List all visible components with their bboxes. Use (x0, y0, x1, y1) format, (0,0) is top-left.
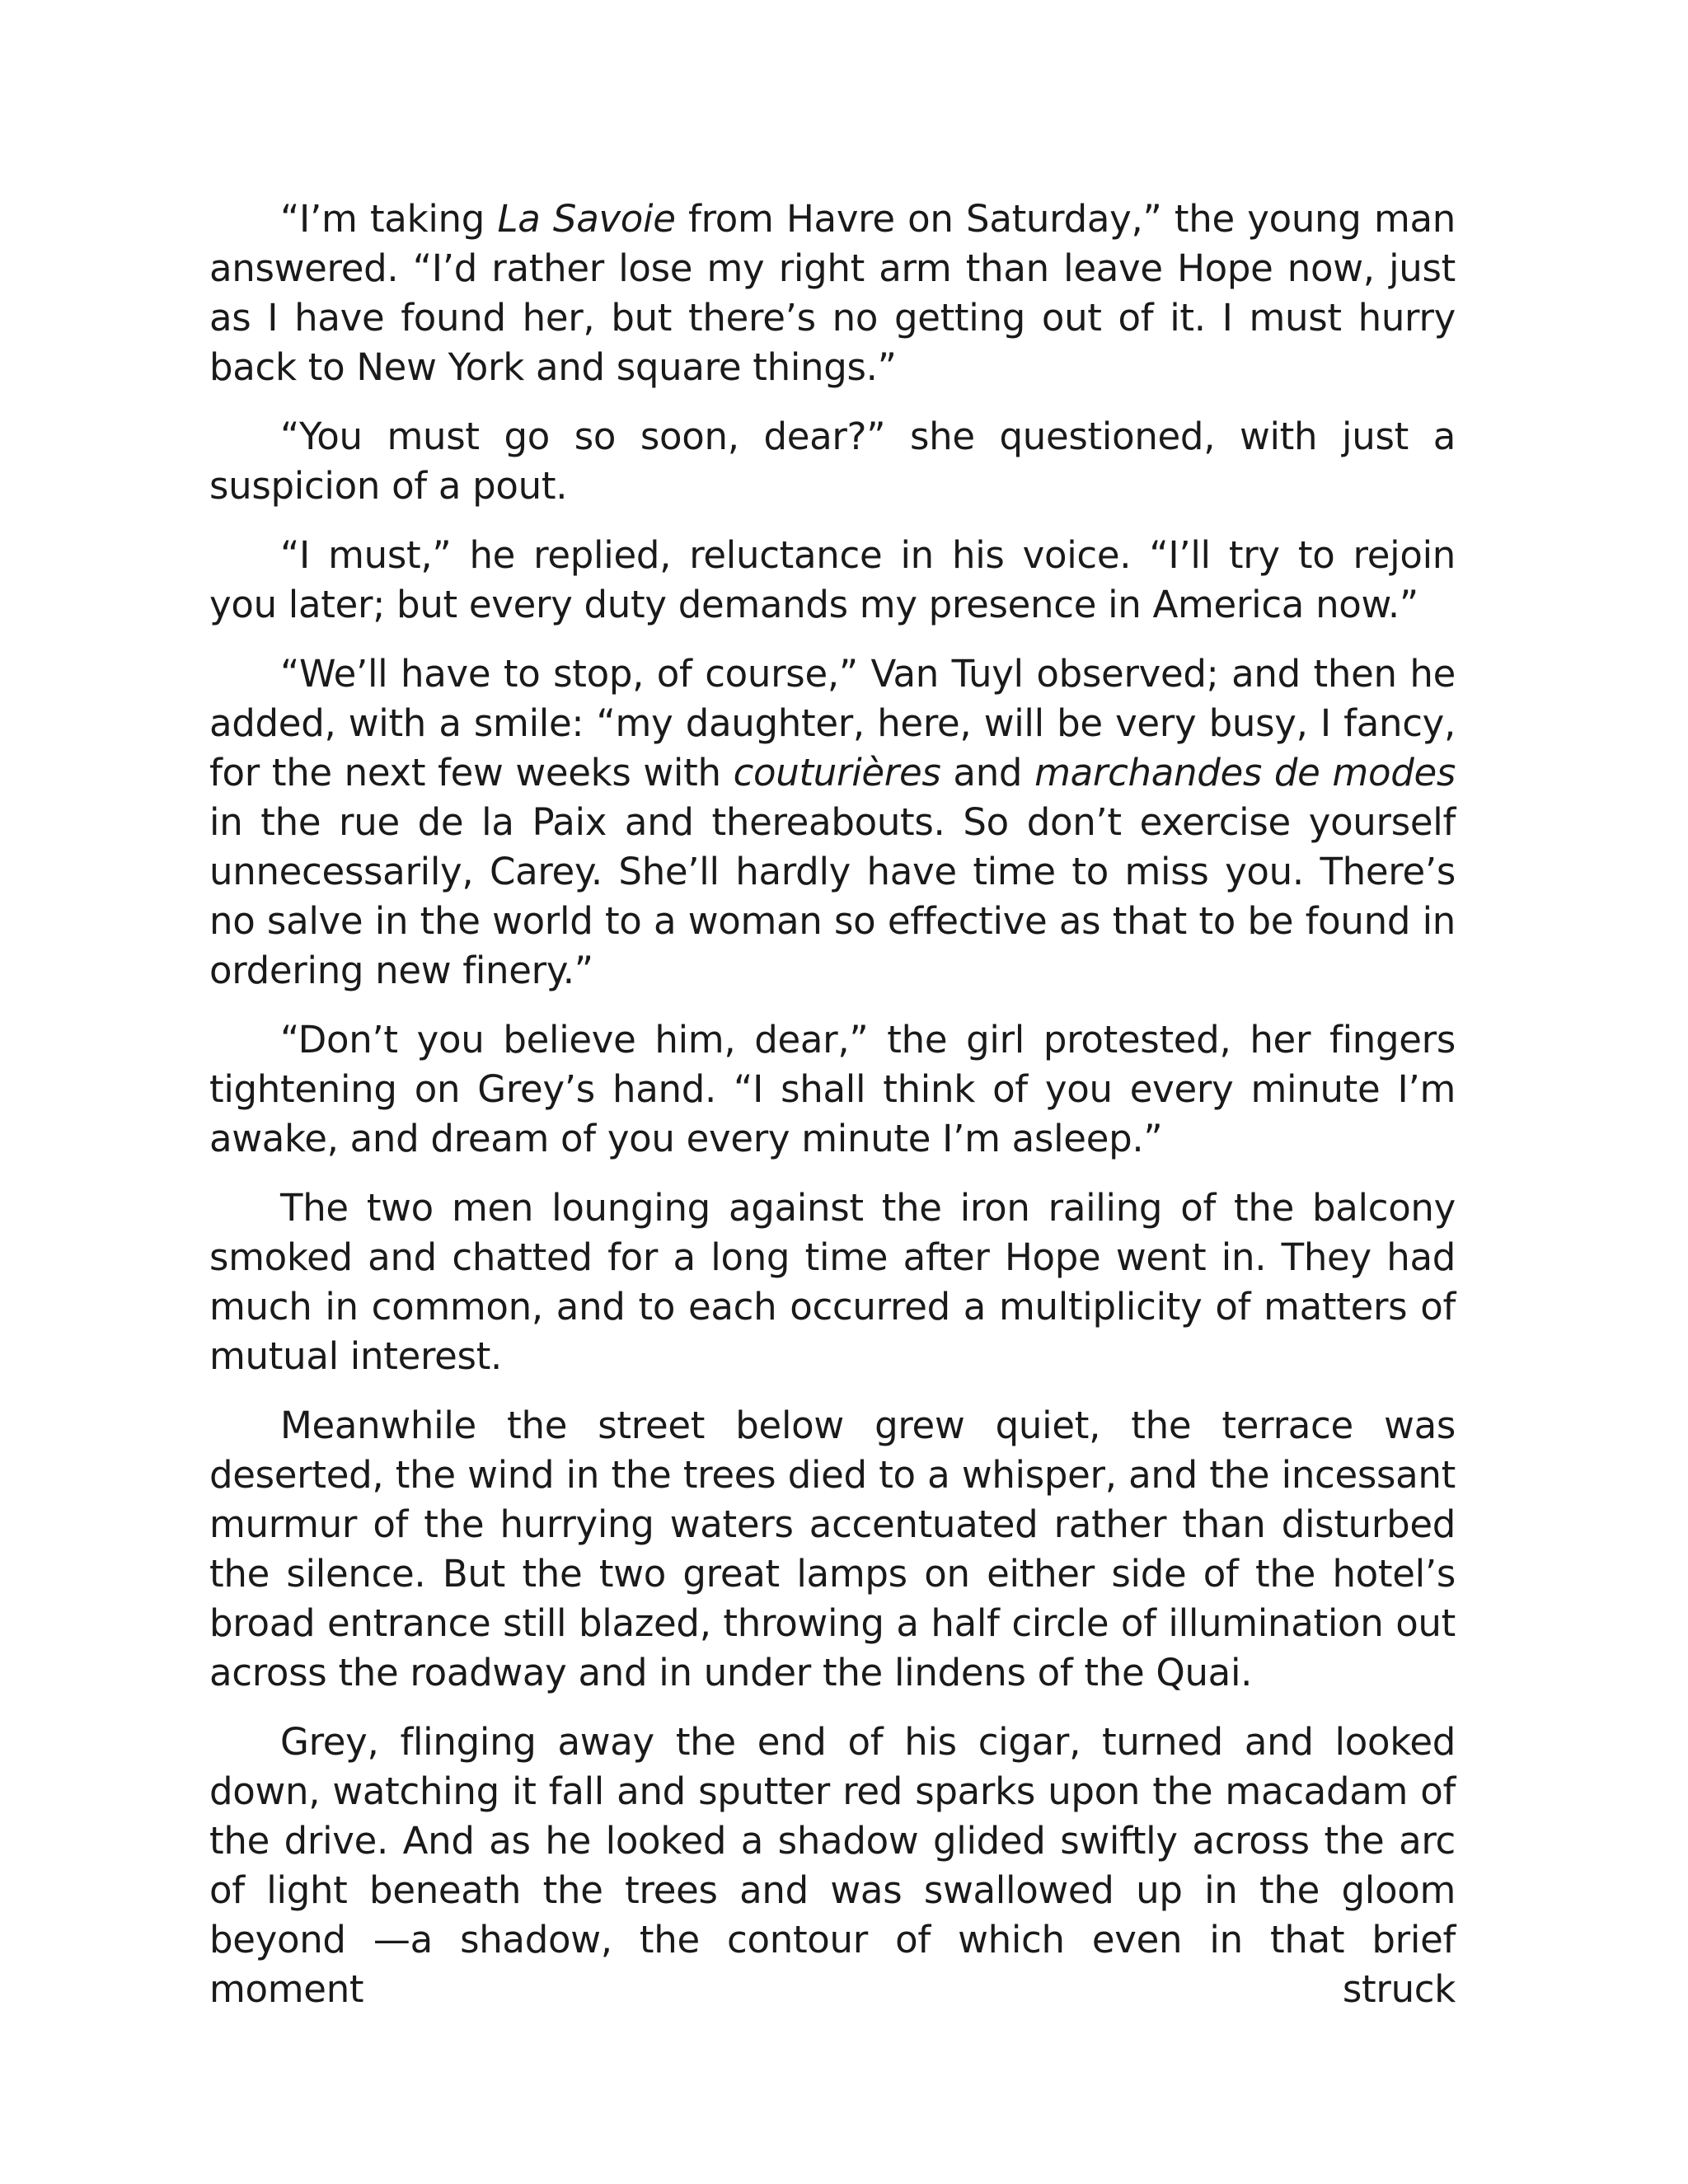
paragraph-6 (209, 1183, 1456, 1381)
paragraph-3 (209, 531, 1456, 630)
italic-term: couturières (733, 751, 941, 794)
document-page (209, 194, 1456, 2034)
text-segment: in the rue de la Paix and thereabouts. So don’t exercise yourself unnecessarily, Carey. She’ll hardly have time to miss you. There’s no salve in the world to a woman so effective as that to be found in ordering new finery.” (209, 800, 1456, 992)
paragraph-8 (209, 1718, 1456, 2014)
ship-name-italic: La Savoie (497, 197, 676, 241)
italic-term: marchandes de modes (1034, 751, 1456, 794)
text-segment: “I’m taking (280, 197, 498, 241)
paragraph-5 (209, 1015, 1456, 1164)
paragraph-7 (209, 1401, 1456, 1698)
text-segment: and (940, 751, 1035, 794)
text-segment: “I must,” he replied, reluctance in his voice. “I’ll try to rejoin you later; but every duty demands my presence in America now.” (209, 533, 1456, 626)
text-segment: The two men lounging against the iron railing of the balcony smoked and chatted for a long time after Hope went in. They had much in common, and to each occurred a multiplicity of matters of mutual interest. (209, 1186, 1456, 1378)
text-segment: Meanwhile the street below grew quiet, the terrace was deserted, the wind in the trees died to a whisper, and the incessant murmur of the hurrying waters accentuated rather than disturbed the silence. But the two great lamps on either side of the hotel’s broad entrance still blazed, throwing a half circle of illumination out across the roadway and in under the lindens of the Quai. (209, 1404, 1456, 1694)
text-segment: from Havre on Saturday,” the young man answered. “I’d rather lose my right arm than leave Hope now, just as I have found her, but there’s no getting out of it. I must hurry back to New York and square things.” (209, 197, 1456, 389)
text-segment: “We’ll have to stop, of course,” Van Tuyl observed; and then he added, with a smile: “my daughter, here, will be very busy, I fancy, for the next few weeks with (209, 652, 1456, 794)
text-segment: “You must go so soon, dear?” she questioned, with just a suspicion of a pout. (209, 415, 1456, 508)
paragraph-4 (209, 649, 1456, 996)
paragraph-1 (209, 194, 1456, 392)
text-segment: “Don’t you believe him, dear,” the girl protested, her fingers tightening on Grey’s hand. “I shall think of you every minute I’m awake, and dream of you every minute I’m asleep.” (209, 1018, 1456, 1160)
paragraph-2 (209, 412, 1456, 511)
text-segment: Grey, flinging away the end of his cigar, turned and looked down, watching it fall and sputter red sparks upon the macadam of the drive. And as he looked a shadow glided swiftly across the arc of light beneath the trees and was swallowed up in the gloom beyond —a shadow, the contour of which even in that brief moment struck (209, 1720, 1456, 2011)
